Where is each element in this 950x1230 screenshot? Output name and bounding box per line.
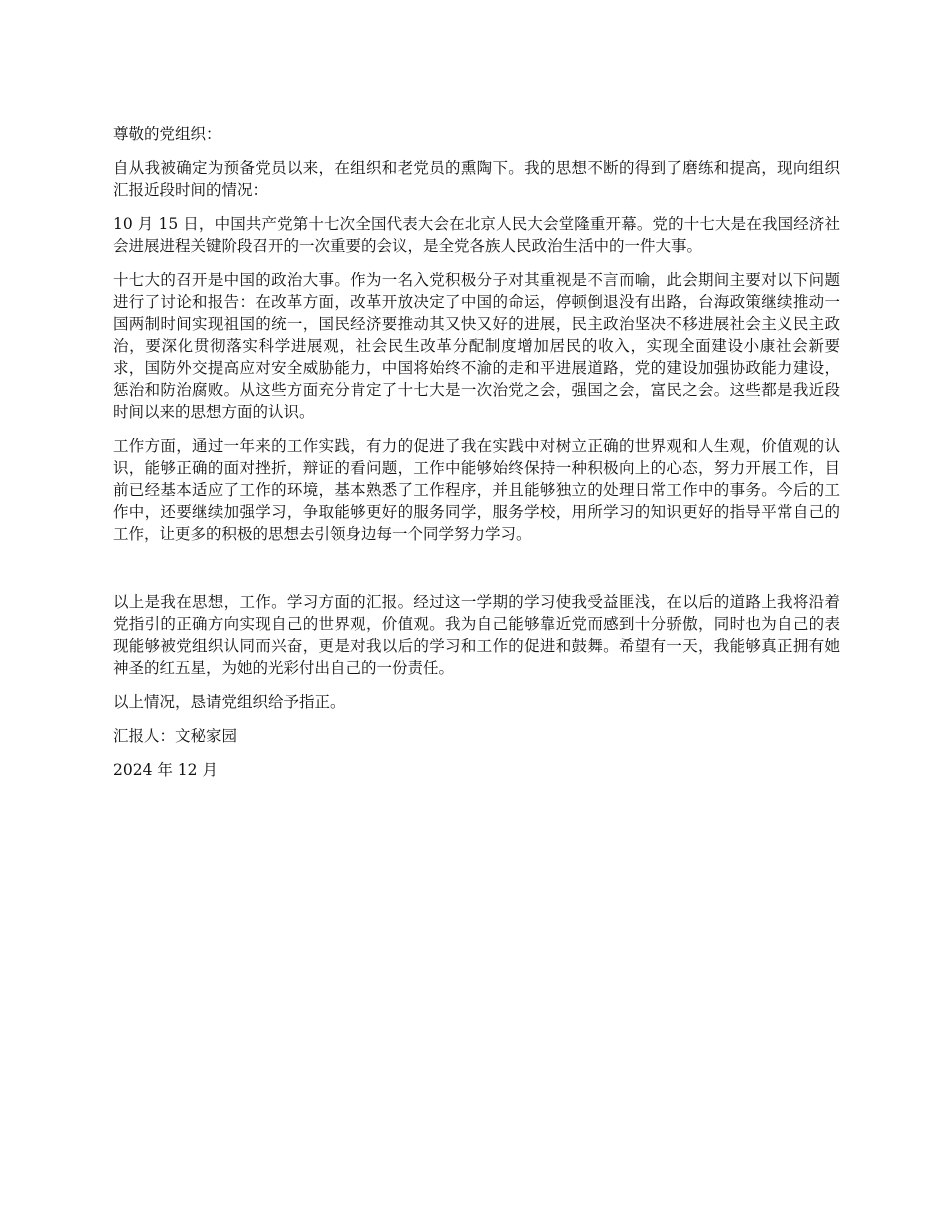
- salutation: 尊敬的党组织：: [113, 125, 222, 143]
- paragraph-work: 工作方面，通过一年来的工作实践，有力的促进了我在实践中对树立正确的世界观和人生观，价值观的认识，能够正确的面对挫折，辩证的看问题，工作中能够始终保持一种积极向上的心态，努力开展工作，目前已经基本适应了工作的环境，基本熟悉了工作程序，并且能够独立的处理日常工作中的事务。今后的工作中，还要继续加强学习，争取能够更好的服务同学，服务学校，用所学习的知识更好的指导平常自己的工作，让更多的积极的思想去引领身边每一个同学努力学习。: [113, 437, 840, 543]
- paragraph-congress: 10 月 15 日，中国共产党第十七次全国代表大会在北京人民大会堂隆重开幕。党的十七大是在我国经济社会进展进程关键阶段召开的一次重要的会议，是全党各族人民政治生活中的一件大事。: [113, 215, 840, 255]
- paragraph-summary: 以上是我在思想，工作。学习方面的汇报。经过这一学期的学习使我受益匪浅，在以后的道路上我将沿着党指引的正确方向实现自己的世界观，价值观。我为自己能够靠近党而感到十分骄傲，同时也为自己的表现能够被党组织认同而兴奋，更是对我以后的学习和工作的促进和鼓舞。希望有一天，我能够真正拥有她神圣的红五星，为她的光彩付出自己的一份责任。: [113, 593, 840, 677]
- paragraph-intro: 自从我被确定为预备党员以来，在组织和老党员的熏陶下。我的思想不断的得到了磨练和提高，现向组织汇报近段时间的情况：: [113, 159, 840, 199]
- reporter-signature: 汇报人：文秘家园: [113, 727, 238, 745]
- report-date: 2024 年 12 月: [113, 761, 218, 779]
- closing-line: 以上情况，恳请党组织给予指正。: [113, 693, 346, 711]
- document-page: [113, 123, 840, 793]
- blank-line: [113, 557, 840, 579]
- paragraph-politics: 十七大的召开是中国的政治大事。作为一名入党积极分子对其重视是不言而喻，此会期间主要对以下问题进行了讨论和报告：在改革方面，改革开放决定了中国的命运，停顿倒退没有出路，台海政策继续推动一国两制时间实现祖国的统一，国民经济要推动其又快又好的进展，民主政治坚决不移进展社会主义民主政治，要深化贯彻落实科学进展观，社会民生改革分配制度增加居民的收入，实现全面建设小康社会新要求，国防外交提高应对安全威胁能力，中国将始终不渝的走和平进展道路，党的建设加强协政能力建设，惩治和防治腐败。从这些方面充分肯定了十七大是一次治党之会，强国之会，富民之会。这些都是我近段时间以来的思想方面的认识。: [113, 271, 840, 421]
